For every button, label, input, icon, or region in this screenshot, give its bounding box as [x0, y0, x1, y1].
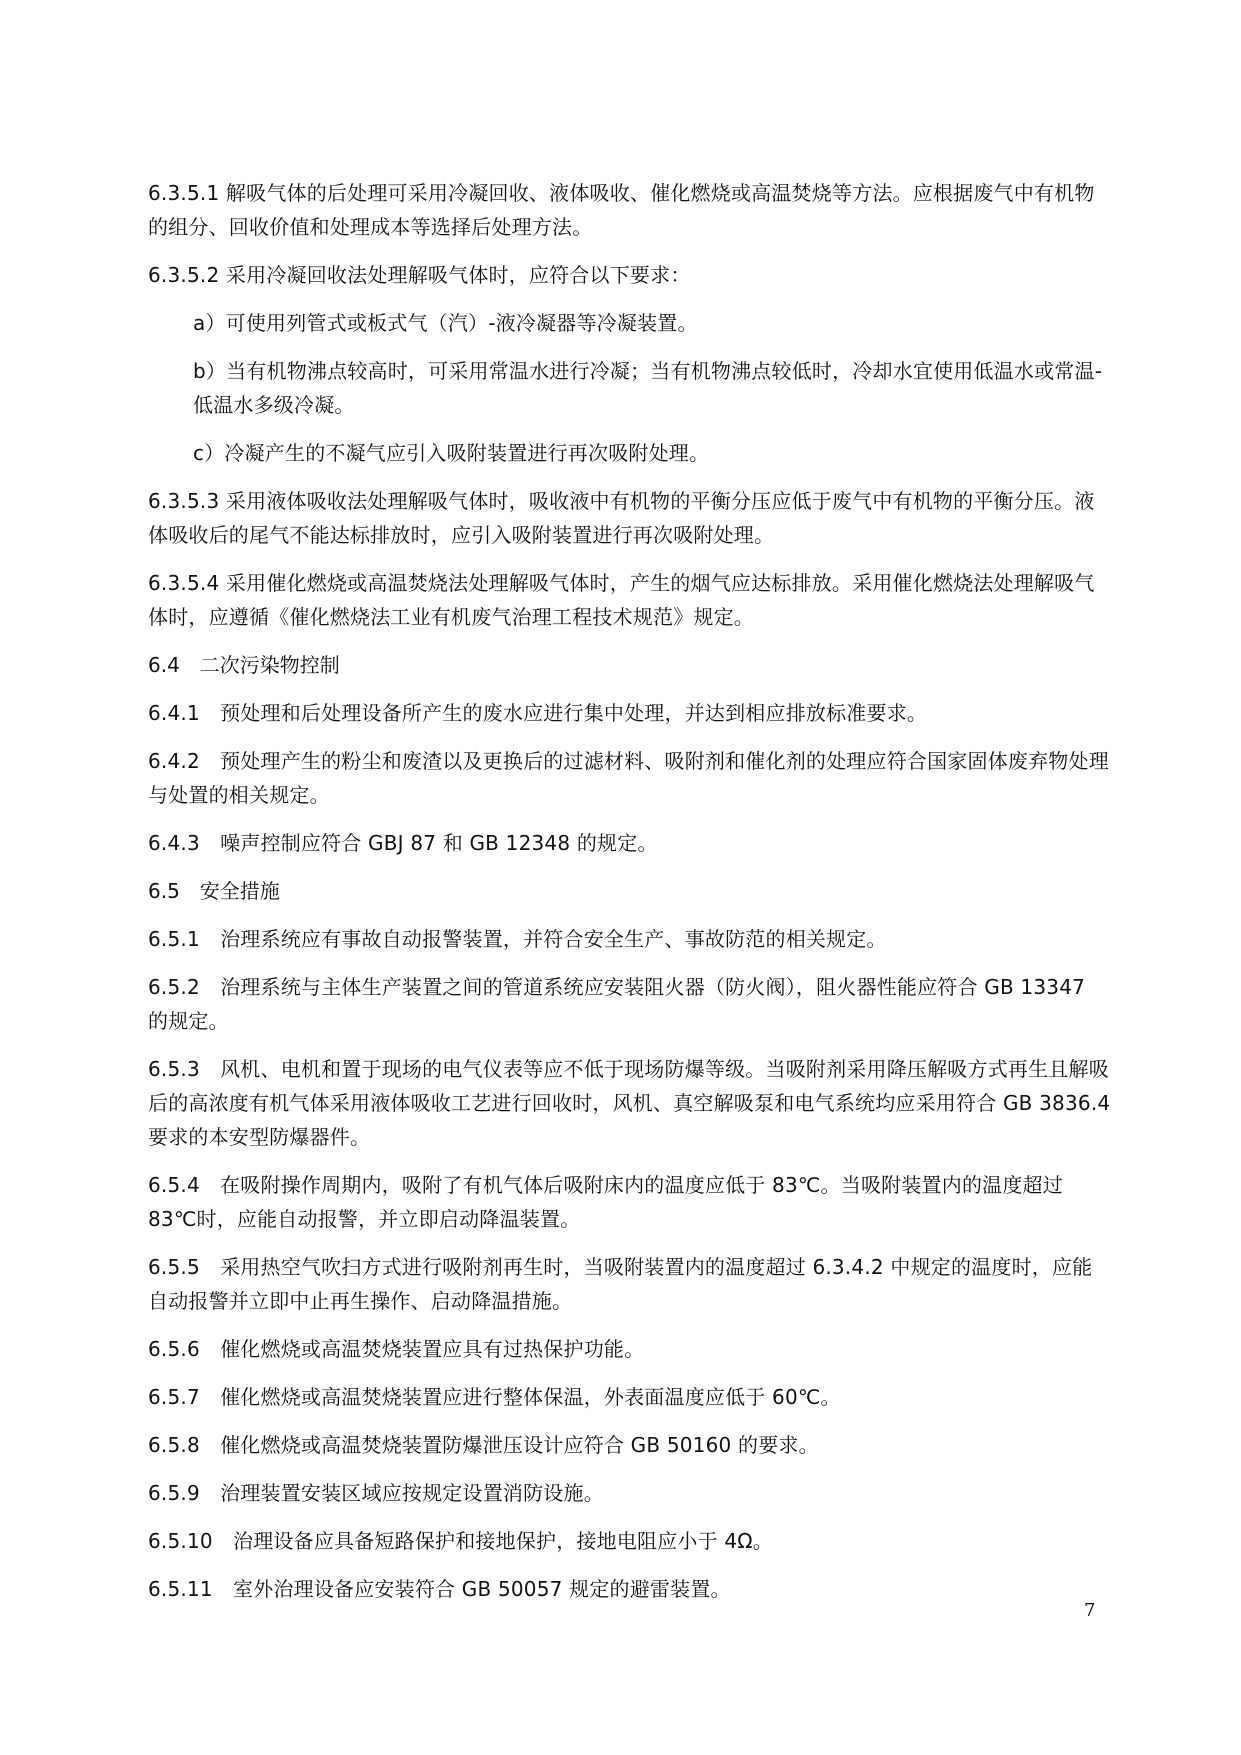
paragraph-6-5-11: 6.5.11 室外治理设备应安装符合 GB 50057 规定的避雷装置。 — [148, 1577, 731, 1601]
paragraph-6-5-8: 6.5.8 催化燃烧或高温焚烧装置防爆泄压设计应符合 GB 50160 的要求。 — [148, 1433, 819, 1457]
paragraph-6-5-5: 6.5.5 采用热空气吹扫方式进行吸附剂再生时，当吸附装置内的温度超过 6.3.4.2 中规定的温度时，应能自动报警并立即中止再生操作、启动降温措施。 — [148, 1255, 1093, 1313]
paragraph-6-5-3: 6.5.3 风机、电机和置于现场的电气仪表等应不低于现场防爆等级。当吸附剂采用降压解吸方式再生且解吸后的高浓度有机气体采用液体吸收工艺进行回收时，风机、真空解吸泵和电气系统均应采用符合 GB 3836.4 要求的本安型防爆器件。 — [148, 1057, 1111, 1149]
paragraph-6-5-2: 6.5.2 治理系统与主体生产装置之间的管道系统应安装阻火器（防火阀），阻火器性能应符合 GB 13347 的规定。 — [148, 975, 1086, 1033]
list-item-a: a）可使用列管式或板式气（汽）-液冷凝器等冷凝装置。 — [193, 311, 698, 335]
page-number: 7 — [1084, 1600, 1096, 1621]
paragraph-6-5-1: 6.5.1 治理系统应有事故自动报警装置，并符合安全生产、事故防范的相关规定。 — [148, 927, 887, 951]
section-heading-6-4: 6.4 二次污染物控制 — [148, 653, 340, 677]
paragraph-6-4-1: 6.4.1 预处理和后处理设备所产生的废水应进行集中处理，并达到相应排放标准要求。 — [148, 701, 928, 725]
paragraph-6-5-4: 6.5.4 在吸附操作周期内，吸附了有机气体后吸附床内的温度应低于 83℃。当吸附装置内的温度超过 83℃时，应能自动报警，并立即启动降温装置。 — [148, 1173, 1063, 1231]
paragraph-6-3-5-4: 6.3.5.4 采用催化燃烧或高温焚烧法处理解吸气体时，产生的烟气应达标排放。采用催化燃烧法处理解吸气体时，应遵循《催化燃烧法工业有机废气治理工程技术规范》规定。 — [148, 571, 1095, 629]
list-item-b: b）当有机物沸点较高时，可采用常温水进行冷凝；当有机物沸点较低时，冷却水宜使用低温水或常温-低温水多级冷凝。 — [193, 359, 1103, 417]
paragraph-6-3-5-1: 6.3.5.1 解吸气体的后处理可采用冷凝回收、液体吸收、催化燃烧或高温焚烧等方法。应根据废气中有机物的组分、回收价值和处理成本等选择后处理方法。 — [148, 181, 1095, 239]
paragraph-6-5-6: 6.5.6 催化燃烧或高温焚烧装置应具有过热保护功能。 — [148, 1337, 645, 1361]
paragraph-6-5-7: 6.5.7 催化燃烧或高温焚烧装置应进行整体保温，外表面温度应低于 60℃。 — [148, 1385, 841, 1409]
paragraph-6-4-2: 6.4.2 预处理产生的粉尘和废渣以及更换后的过滤材料、吸附剂和催化剂的处理应符合国家固体废弃物处理与处置的相关规定。 — [148, 749, 1109, 807]
list-item-c: c）冷凝产生的不凝气应引入吸附装置进行再次吸附处理。 — [193, 441, 710, 465]
section-heading-6-5: 6.5 安全措施 — [148, 879, 280, 903]
paragraph-6-5-9: 6.5.9 治理装置安装区域应按规定设置消防设施。 — [148, 1481, 604, 1505]
paragraph-6-4-3: 6.4.3 噪声控制应符合 GBJ 87 和 GB 12348 的规定。 — [148, 831, 658, 855]
paragraph-6-3-5-2: 6.3.5.2 采用冷凝回收法处理解吸气体时，应符合以下要求： — [148, 263, 691, 287]
paragraph-6-5-10: 6.5.10 治理设备应具备短路保护和接地保护，接地电阻应小于 4Ω。 — [148, 1529, 773, 1553]
paragraph-6-3-5-3: 6.3.5.3 采用液体吸收法处理解吸气体时，吸收液中有机物的平衡分压应低于废气中有机物的平衡分压。液体吸收后的尾气不能达标排放时，应引入吸附装置进行再次吸附处理。 — [148, 489, 1095, 547]
document-body — [148, 176, 1111, 1620]
